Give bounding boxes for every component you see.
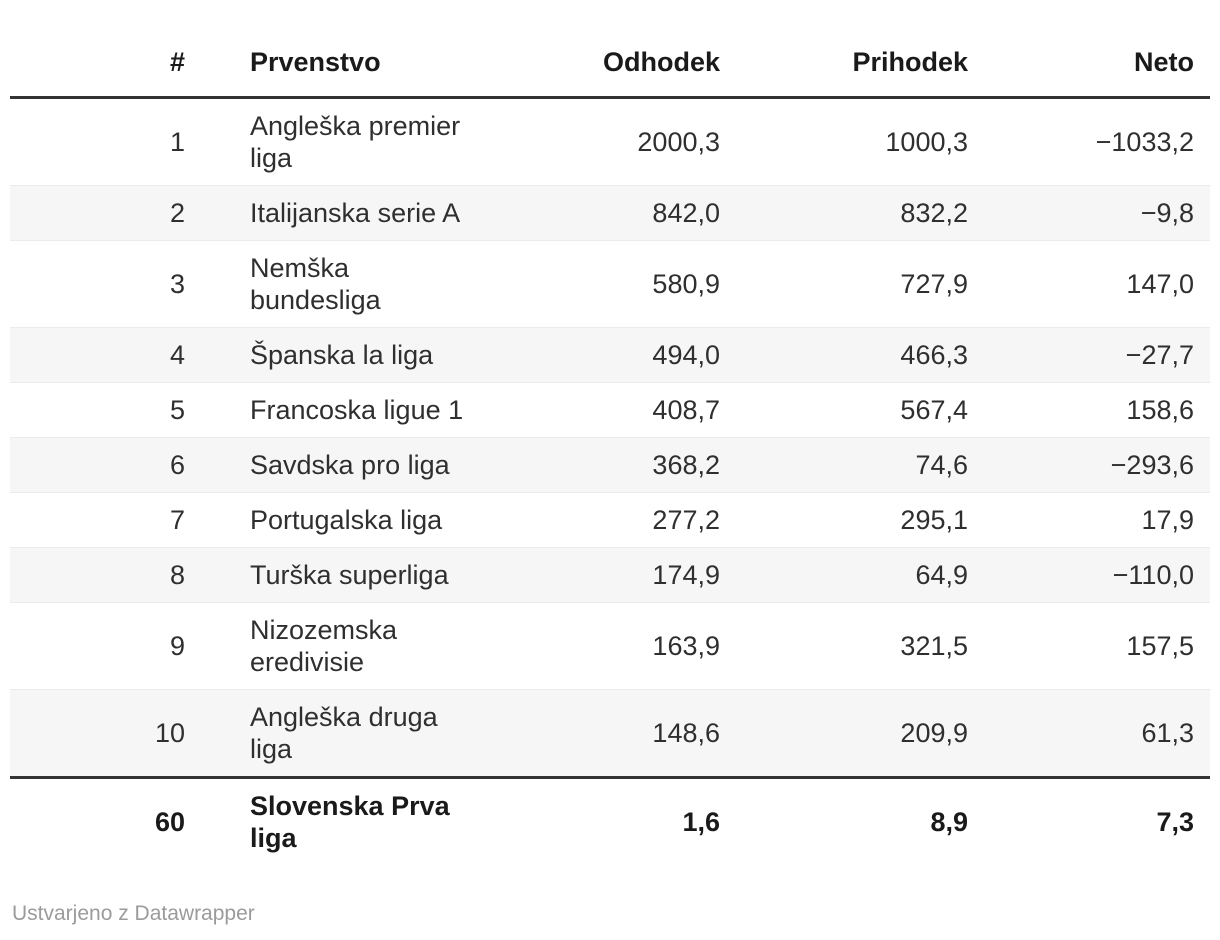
prihodek-cell: 321,5 <box>900 631 968 661</box>
attribution-text: Ustvarjeno z Datawrapper <box>12 902 255 925</box>
prihodek-cell: 64,9 <box>915 560 968 590</box>
column-header-prihodek: Prihodek <box>852 47 968 77</box>
odhodek-cell: 842,0 <box>652 198 720 228</box>
prihodek-cell: 1000,3 <box>885 127 968 157</box>
table-row <box>10 603 1210 690</box>
column-header-prvenstvo: Prvenstvo <box>250 47 381 77</box>
column-header-rank: # <box>169 47 185 77</box>
rank-cell: 7 <box>169 505 185 535</box>
odhodek-cell: 580,9 <box>652 269 720 299</box>
table-row <box>10 438 1210 493</box>
league-name-cell: Angleška druga liga <box>250 702 438 764</box>
prihodek-cell: 567,4 <box>900 395 968 425</box>
rank-cell: 9 <box>169 631 185 661</box>
table-row <box>10 241 1210 328</box>
header-row <box>10 30 1210 98</box>
league-name-cell: Nemška bundesliga <box>250 253 381 315</box>
rank-cell: 3 <box>169 269 185 299</box>
neto-cell: 158,6 <box>1126 395 1194 425</box>
rank-cell: 6 <box>169 450 185 480</box>
league-finance-table <box>10 30 1210 865</box>
league-name-cell: Italijanska serie A <box>250 198 461 228</box>
prihodek-cell: 466,3 <box>900 340 968 370</box>
neto-cell: 157,5 <box>1126 631 1194 661</box>
neto-cell: 7,3 <box>1156 807 1194 837</box>
league-name-cell: Savdska pro liga <box>250 450 450 480</box>
table-row <box>10 548 1210 603</box>
rank-cell: 5 <box>169 395 185 425</box>
league-name-cell: Turška superliga <box>250 560 449 590</box>
rank-cell: 2 <box>169 198 185 228</box>
odhodek-cell: 408,7 <box>652 395 720 425</box>
odhodek-cell: 163,9 <box>652 631 720 661</box>
neto-cell: 17,9 <box>1141 505 1194 535</box>
prihodek-cell: 209,9 <box>900 718 968 748</box>
neto-cell: 147,0 <box>1126 269 1194 299</box>
neto-cell: −27,7 <box>1125 340 1194 370</box>
odhodek-cell: 494,0 <box>652 340 720 370</box>
league-name-cell: Francoska ligue 1 <box>250 395 464 425</box>
neto-cell: −293,6 <box>1110 450 1194 480</box>
neto-cell: −110,0 <box>1112 560 1194 590</box>
rank-cell: 60 <box>154 807 185 837</box>
league-name-cell: Nizozemska eredivisie <box>250 615 398 677</box>
table-row <box>10 186 1210 241</box>
odhodek-cell: 1,6 <box>682 807 720 837</box>
odhodek-cell: 148,6 <box>652 718 720 748</box>
prihodek-cell: 832,2 <box>900 198 968 228</box>
table-row <box>10 383 1210 438</box>
rank-cell: 10 <box>154 718 185 748</box>
odhodek-cell: 174,9 <box>652 560 720 590</box>
league-name-cell: Portugalska liga <box>250 505 443 535</box>
prihodek-cell: 8,9 <box>930 807 968 837</box>
league-name-cell: Angleška premier liga <box>250 111 461 173</box>
rank-cell: 4 <box>169 340 185 370</box>
odhodek-cell: 368,2 <box>652 450 720 480</box>
table-row <box>10 98 1210 186</box>
column-header-odhodek: Odhodek <box>602 47 720 77</box>
neto-cell: 61,3 <box>1141 718 1194 748</box>
neto-cell: −1033,2 <box>1095 127 1194 157</box>
table-row <box>10 493 1210 548</box>
table-body <box>10 98 1210 866</box>
odhodek-cell: 277,2 <box>652 505 720 535</box>
rank-cell: 8 <box>169 560 185 590</box>
column-header-neto: Neto <box>1134 47 1194 77</box>
odhodek-cell: 2000,3 <box>637 127 720 157</box>
prihodek-cell: 74,6 <box>915 450 968 480</box>
prihodek-cell: 295,1 <box>900 505 968 535</box>
prihodek-cell: 727,9 <box>900 269 968 299</box>
table-row <box>10 778 1210 866</box>
table-row <box>10 328 1210 383</box>
table-row <box>10 690 1210 778</box>
neto-cell: −9,8 <box>1140 198 1194 228</box>
league-name-cell: Slovenska Prva liga <box>250 791 450 853</box>
league-name-cell: Španska la liga <box>250 340 434 370</box>
rank-cell: 1 <box>169 127 185 157</box>
